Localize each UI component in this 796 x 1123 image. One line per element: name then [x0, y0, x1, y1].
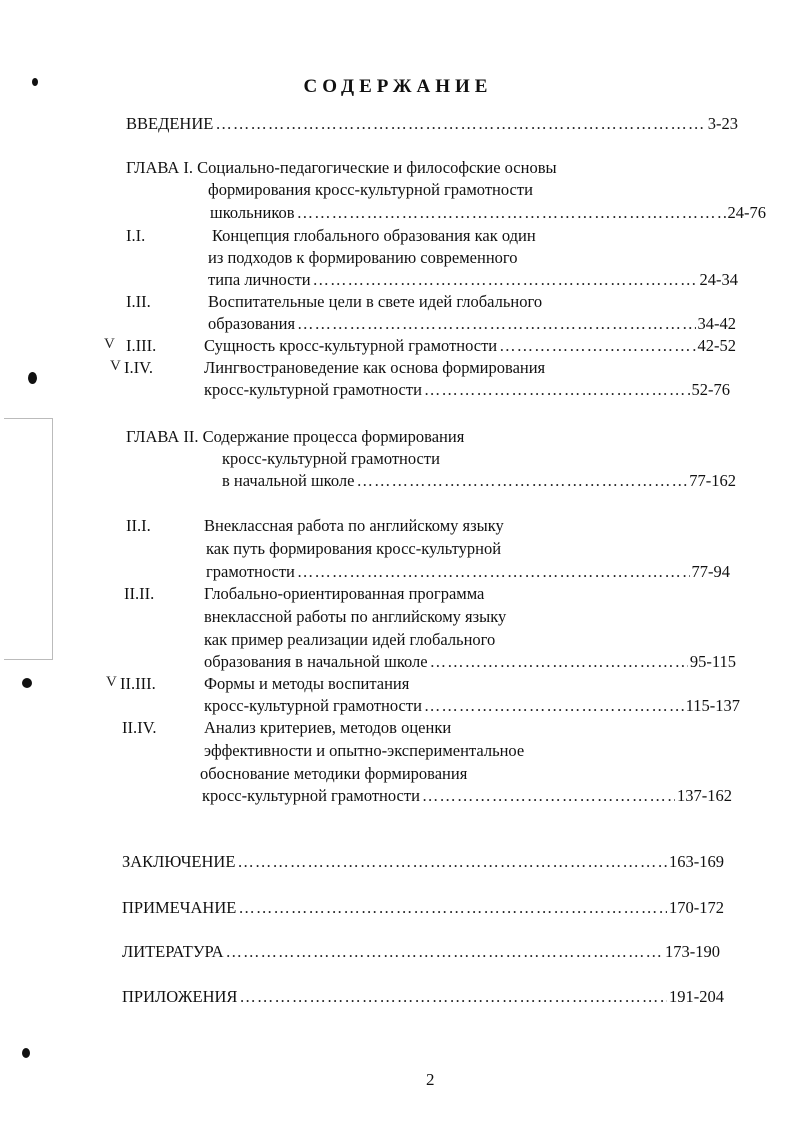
chapter1-heading [126, 158, 557, 178]
toc-section-II-II [204, 652, 736, 672]
section-line: Концепция глобального образования как один [212, 226, 536, 245]
section-line: Внеклассная работа по английскому языку [204, 516, 504, 535]
section-line: Глобально-ориентированная программа [204, 584, 485, 603]
toc-intro [126, 114, 738, 134]
toc-literature [122, 942, 720, 962]
toc-section-I-III [204, 336, 736, 356]
leader-dots [422, 786, 675, 806]
leader-dots [237, 852, 667, 872]
leader-dots [430, 652, 688, 672]
check-mark: V [110, 358, 121, 374]
toc-pages: 3-23 [707, 114, 738, 133]
leader-dots [226, 942, 663, 962]
toc-section-I-II [208, 314, 736, 334]
toc-chapter1-total [210, 203, 766, 223]
toc-pages: 137-162 [677, 786, 732, 805]
section-line: кросс-культурной грамотности [204, 696, 422, 715]
chapter-title-line: Социально-педагогические и философские основы [197, 158, 557, 177]
leader-dots [424, 696, 684, 716]
toc-pages: 170-172 [669, 898, 724, 917]
section-line: как путь формирования кросс-культурной [206, 539, 502, 558]
section-line: образования [208, 314, 296, 333]
section-line: Сущность кросс-культурной грамотности [204, 336, 498, 355]
toc-section-I-I [208, 270, 738, 290]
section-number: I.I. [126, 226, 146, 245]
toc-chapter2-total [222, 471, 736, 491]
chapter-title-line: в начальной школе [222, 471, 355, 490]
toc-section-II-IV [202, 786, 732, 806]
page-number: 2 [426, 1070, 435, 1089]
page-title: СОДЕРЖАНИЕ [303, 76, 493, 97]
section-number: I.II. [126, 292, 151, 311]
chapter-title-line: Содержание процесса формирования [202, 427, 465, 446]
chapter-title-line: школьников [210, 203, 295, 222]
section-line: Воспитательные цели в свете идей глобального [208, 292, 543, 311]
toc-pages: 24-34 [699, 270, 738, 289]
toc-pages: 77-94 [691, 562, 730, 581]
leader-dots [239, 987, 667, 1007]
section-line: Анализ критериев, методов оценки [204, 718, 452, 737]
check-mark: V [104, 336, 115, 352]
section-line: внеклассной работы по английскому языку [204, 607, 507, 626]
chapter-label: ГЛАВА I. [126, 158, 194, 177]
section-line: грамотности [206, 562, 295, 581]
paper-fold-shadow [4, 418, 53, 660]
leader-dots [297, 203, 726, 223]
toc-pages: 34-42 [697, 314, 736, 333]
toc-pages: 191-204 [669, 987, 724, 1006]
toc-pages: 52-76 [691, 380, 730, 399]
section-line: из подходов к формированию современного [208, 248, 518, 267]
punch-hole-mark [28, 372, 37, 384]
section-line: эффективности и опытно-экспериментальное [204, 741, 525, 760]
check-mark: V [106, 674, 117, 690]
toc-label: ПРИМЕЧАНИЕ [122, 898, 237, 917]
toc-pages: 77-162 [689, 471, 736, 490]
toc-section-I-IV [204, 380, 730, 400]
toc-section-II-I [206, 562, 730, 582]
leader-dots [313, 270, 698, 290]
leader-dots [356, 471, 687, 491]
toc-appendices [122, 987, 724, 1007]
section-line: Формы и методы воспитания [204, 674, 410, 693]
leader-dots [297, 314, 695, 334]
section-line: обоснование методики формирования [200, 764, 468, 783]
section-line: образования в начальной школе [204, 652, 428, 671]
toc-notes [122, 898, 724, 918]
section-number: II.III. [120, 674, 156, 693]
punch-hole-mark [22, 678, 32, 688]
section-line: кросс-культурной грамотности [202, 786, 420, 805]
chapter2-heading [126, 427, 464, 447]
section-number: II.I. [126, 516, 151, 535]
section-line: типа личности [208, 270, 311, 289]
toc-pages: 95-115 [689, 652, 736, 671]
toc-label: ЗАКЛЮЧЕНИЕ [122, 852, 236, 871]
toc-conclusion [122, 852, 724, 872]
toc-pages: 173-190 [665, 942, 720, 961]
toc-label: ЛИТЕРАТУРА [122, 942, 224, 961]
section-line: как пример реализации идей глобального [204, 630, 496, 649]
toc-pages: 163-169 [669, 852, 724, 871]
leader-dots [499, 336, 695, 356]
section-number: I.IV. [124, 358, 154, 377]
section-number: II.II. [124, 584, 155, 603]
toc-pages: 115-137 [685, 696, 740, 715]
leader-dots [424, 380, 690, 400]
section-line: Лингвострановедение как основа формирования [204, 358, 546, 377]
chapter-label: ГЛАВА II. [126, 427, 199, 446]
toc-label: ПРИЛОЖЕНИЯ [122, 987, 238, 1006]
chapter-title-line: кросс-культурной грамотности [222, 449, 440, 468]
section-number: I.III. [126, 336, 157, 355]
toc-section-II-III [204, 696, 740, 716]
section-line: кросс-культурной грамотности [204, 380, 422, 399]
scan-speck [22, 1048, 30, 1058]
toc-pages: 24-76 [727, 203, 766, 222]
leader-dots [297, 562, 690, 582]
leader-dots [238, 898, 667, 918]
toc-pages: 42-52 [697, 336, 736, 355]
chapter-title-line: формирования кросс-культурной грамотности [208, 180, 533, 199]
toc-label: ВВЕДЕНИЕ [126, 114, 214, 133]
section-number: II.IV. [122, 718, 157, 737]
leader-dots [215, 114, 705, 134]
